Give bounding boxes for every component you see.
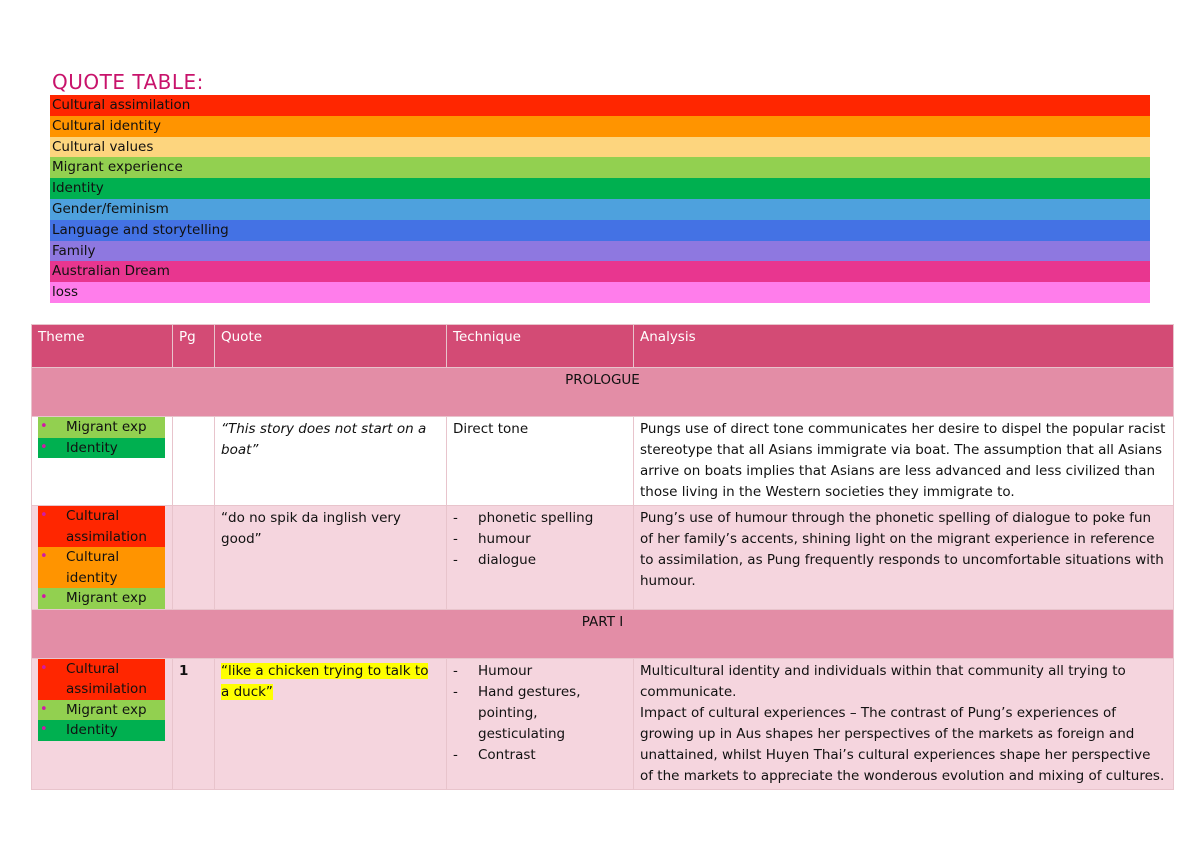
technique-item: - Hand gestures, pointing, gesticulating [453, 682, 627, 745]
legend-item: Cultural values [50, 137, 1150, 158]
legend-item: Cultural assimilation [50, 95, 1150, 116]
header-quote: Quote [215, 325, 447, 368]
highlighted-quote: “like a chicken trying to talk to a duck” [221, 662, 429, 700]
legend-item: Language and storytelling [50, 220, 1150, 241]
theme-legend [50, 95, 1150, 303]
header-technique: Technique [447, 325, 634, 368]
quote-cell: “This story does not start on a boat” [215, 417, 447, 506]
table-header-row [32, 325, 1174, 368]
legend-item: Migrant experience [50, 157, 1150, 178]
page-title: QUOTE TABLE: [52, 70, 204, 94]
theme-tag: • Cultural assimilation [38, 506, 165, 547]
page-cell [173, 417, 215, 506]
section-title: PART I [32, 609, 1174, 658]
section-row-prologue [32, 368, 1174, 417]
header-analysis: Analysis [634, 325, 1174, 368]
analysis-line: Impact of cultural experiences – The contrast of Pung’s experiences of growing up in Aus shapes her perspectives of the markets as foreign and unattained, whilst Huyen Thai’s cultural experiences shape her perspective of the markets to appreciate the wonderous evolution and mixing of cultures. [640, 704, 1165, 784]
theme-cell [32, 658, 173, 789]
technique-item: - Contrast [453, 745, 627, 766]
analysis-cell: Pung’s use of humour through the phonetic spelling of dialogue to poke fun of her family’s accents, shining light on the migrant experience in reference to assimilation, as Pung frequently responds to uncomfortable situations with humour. [634, 506, 1174, 610]
technique-list [453, 508, 627, 571]
technique-item: - phonetic spelling [453, 508, 627, 529]
legend-item: Family [50, 241, 1150, 262]
header-theme: Theme [32, 325, 173, 368]
legend-item: Australian Dream [50, 261, 1150, 282]
technique-item: - Humour [453, 661, 627, 682]
header-pg: Pg [173, 325, 215, 368]
theme-tag: • Identity [38, 720, 165, 741]
legend-item: Identity [50, 178, 1150, 199]
quote-cell [215, 658, 447, 789]
legend-item: Cultural identity [50, 116, 1150, 137]
technique-item: - humour [453, 529, 627, 550]
theme-tag: • Migrant exp [38, 588, 165, 609]
theme-cell [32, 417, 173, 506]
analysis-cell: Pungs use of direct tone communicates her desire to dispel the popular racist stereotype that all Asians immigrate via boat. The assumption that all Asians arrive on boats implies that Asians are less advanced and less civilized than those living in the Western societies they immigrate to. [634, 417, 1174, 506]
technique-cell [447, 658, 634, 789]
theme-tag: • Migrant exp [38, 700, 165, 721]
theme-cell [32, 506, 173, 610]
theme-tag: • Cultural assimilation [38, 659, 165, 700]
page-cell [173, 506, 215, 610]
table-row [32, 658, 1174, 789]
technique-item: - dialogue [453, 550, 627, 571]
table-row [32, 417, 1174, 506]
section-title: PROLOGUE [32, 368, 1174, 417]
analysis-line: Multicultural identity and individuals within that community all trying to communicate. [640, 662, 1126, 700]
technique-cell: Direct tone [447, 417, 634, 506]
quote-table [31, 324, 1174, 790]
quote-cell: “do no spik da inglish very good” [215, 506, 447, 610]
legend-item: Gender/feminism [50, 199, 1150, 220]
technique-cell [447, 506, 634, 610]
analysis-cell [634, 658, 1174, 789]
page-cell: 1 [173, 658, 215, 789]
legend-item: loss [50, 282, 1150, 303]
technique-list [453, 661, 627, 766]
theme-tag: • Identity [38, 438, 165, 459]
theme-tag: • Migrant exp [38, 417, 165, 438]
theme-tag: • Cultural identity [38, 547, 165, 588]
table-row [32, 506, 1174, 610]
section-row-part-1 [32, 609, 1174, 658]
